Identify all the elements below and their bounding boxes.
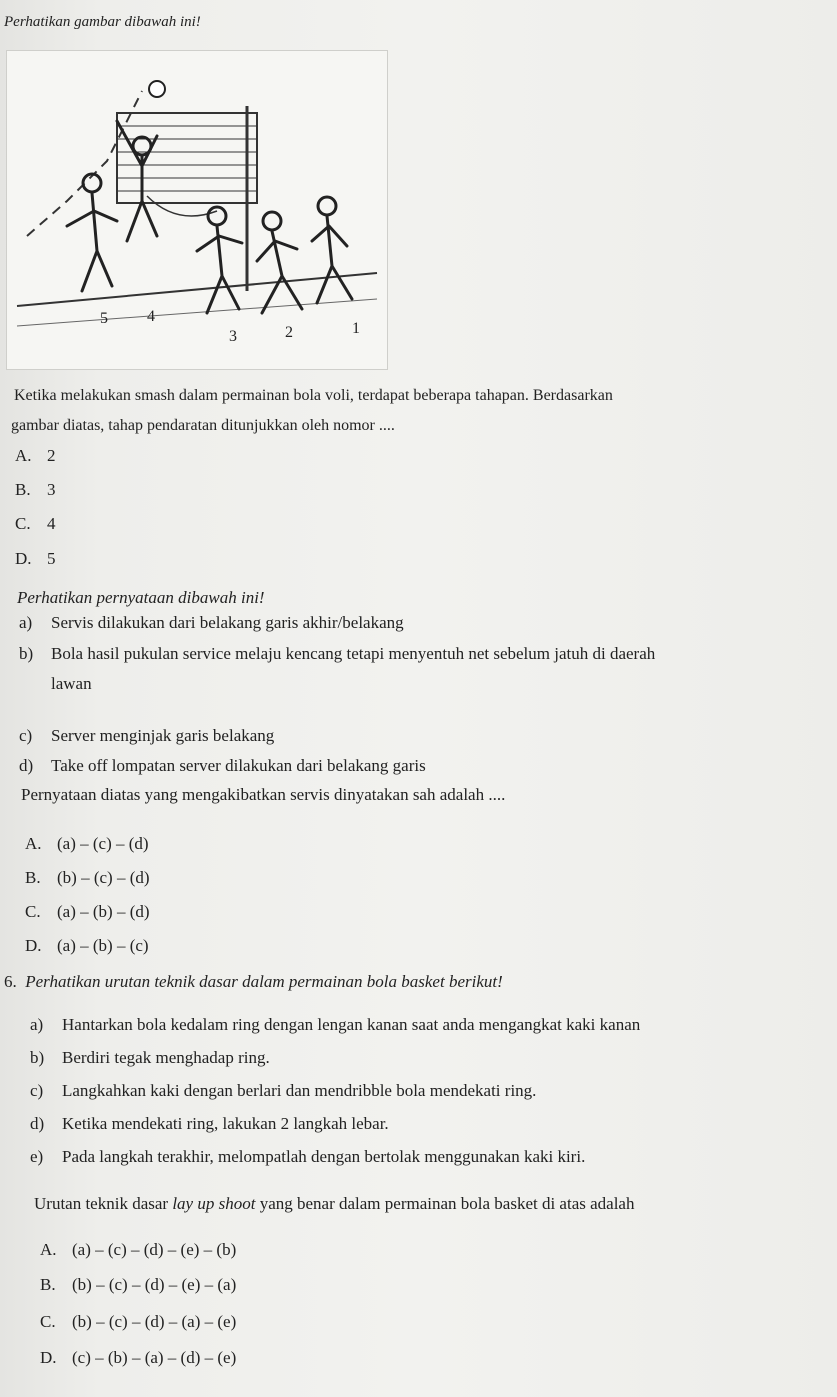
q6-option-d[interactable]: D. (c) – (b) – (a) – (d) – (e)	[40, 1348, 237, 1367]
figure-caption: Perhatikan gambar dibawah ini!	[4, 14, 201, 30]
q1-option-a[interactable]: A. 2	[15, 446, 56, 465]
ball-icon	[149, 81, 165, 97]
q6-question: Urutan teknik dasar lay up shoot yang benar dalam permainan bola basket di atas adalah	[34, 1194, 635, 1213]
q2-statement-a: a) Servis dilakukan dari belakang garis akhir/belakang	[19, 613, 404, 632]
q6-option-a[interactable]: A. (a) – (c) – (d) – (e) – (b)	[40, 1240, 237, 1259]
q1-stem-line2: gambar diatas, tahap pendaratan ditunjukkan oleh nomor ....	[11, 417, 395, 434]
q2-intro: Perhatikan pernyataan dibawah ini!	[17, 588, 265, 607]
q6-header	[4, 972, 503, 992]
q6-question-emphasis: lay up shoot	[172, 1194, 256, 1213]
figure-label-4: 4	[147, 308, 155, 325]
q2-statement-b: b) Bola hasil pukulan service melaju kencang tetapi menyentuh net sebelum jatuh di daerah	[19, 644, 656, 663]
q2-option-d[interactable]: D. (a) – (b) – (c)	[25, 936, 149, 955]
q6-option-b[interactable]: B. (b) – (c) – (d) – (e) – (a)	[40, 1275, 237, 1294]
q1-stem-line1: Ketika melakukan smash dalam permainan bola voli, terdapat beberapa tahapan. Berdasarkan	[14, 387, 613, 404]
q6-statement-b: b) Berdiri tegak menghadap ring.	[30, 1048, 270, 1067]
q1-option-b[interactable]: B. 3	[15, 480, 56, 499]
q6-intro: Perhatikan urutan teknik dasar dalam permainan bola basket berikut!	[25, 972, 503, 991]
figure-label-3: 3	[229, 328, 237, 345]
net	[117, 106, 257, 291]
q6-statement-c: c) Langkahkan kaki dengan berlari dan mendribble bola mendekati ring.	[30, 1081, 537, 1100]
volleyball-illustration	[7, 51, 387, 369]
q2-option-b[interactable]: B. (b) – (c) – (d)	[25, 868, 150, 887]
q6-statement-d: d) Ketika mendekati ring, lakukan 2 langkah lebar.	[30, 1114, 389, 1133]
q2-option-a[interactable]: A. (a) – (c) – (d)	[25, 834, 149, 853]
q6-number: 6.	[4, 972, 17, 991]
volleyball-smash-figure	[6, 50, 388, 370]
q6-statement-a: a) Hantarkan bola kedalam ring dengan lengan kanan saat anda mengangkat kaki kanan	[30, 1015, 641, 1034]
q2-statement-d: d) Take off lompatan server dilakukan dari belakang garis	[19, 756, 426, 775]
q2-statement-b-cont: lawan	[51, 674, 92, 693]
q1-option-c[interactable]: C. 4	[15, 514, 56, 533]
q1-option-d[interactable]: D. 5	[15, 549, 56, 568]
q6-option-c[interactable]: C. (b) – (c) – (d) – (a) – (e)	[40, 1312, 237, 1331]
figure-label-2: 2	[285, 324, 293, 341]
figure-label-1: 1	[352, 320, 360, 337]
q6-statement-e: e) Pada langkah terakhir, melompatlah dengan bertolak menggunakan kaki kiri.	[30, 1147, 586, 1166]
q2-question: Pernyataan diatas yang mengakibatkan servis dinyatakan sah adalah ....	[21, 785, 506, 804]
q2-statement-c: c) Server menginjak garis belakang	[19, 726, 275, 745]
figure-label-5: 5	[100, 310, 108, 327]
q2-option-c[interactable]: C. (a) – (b) – (d)	[25, 902, 150, 921]
